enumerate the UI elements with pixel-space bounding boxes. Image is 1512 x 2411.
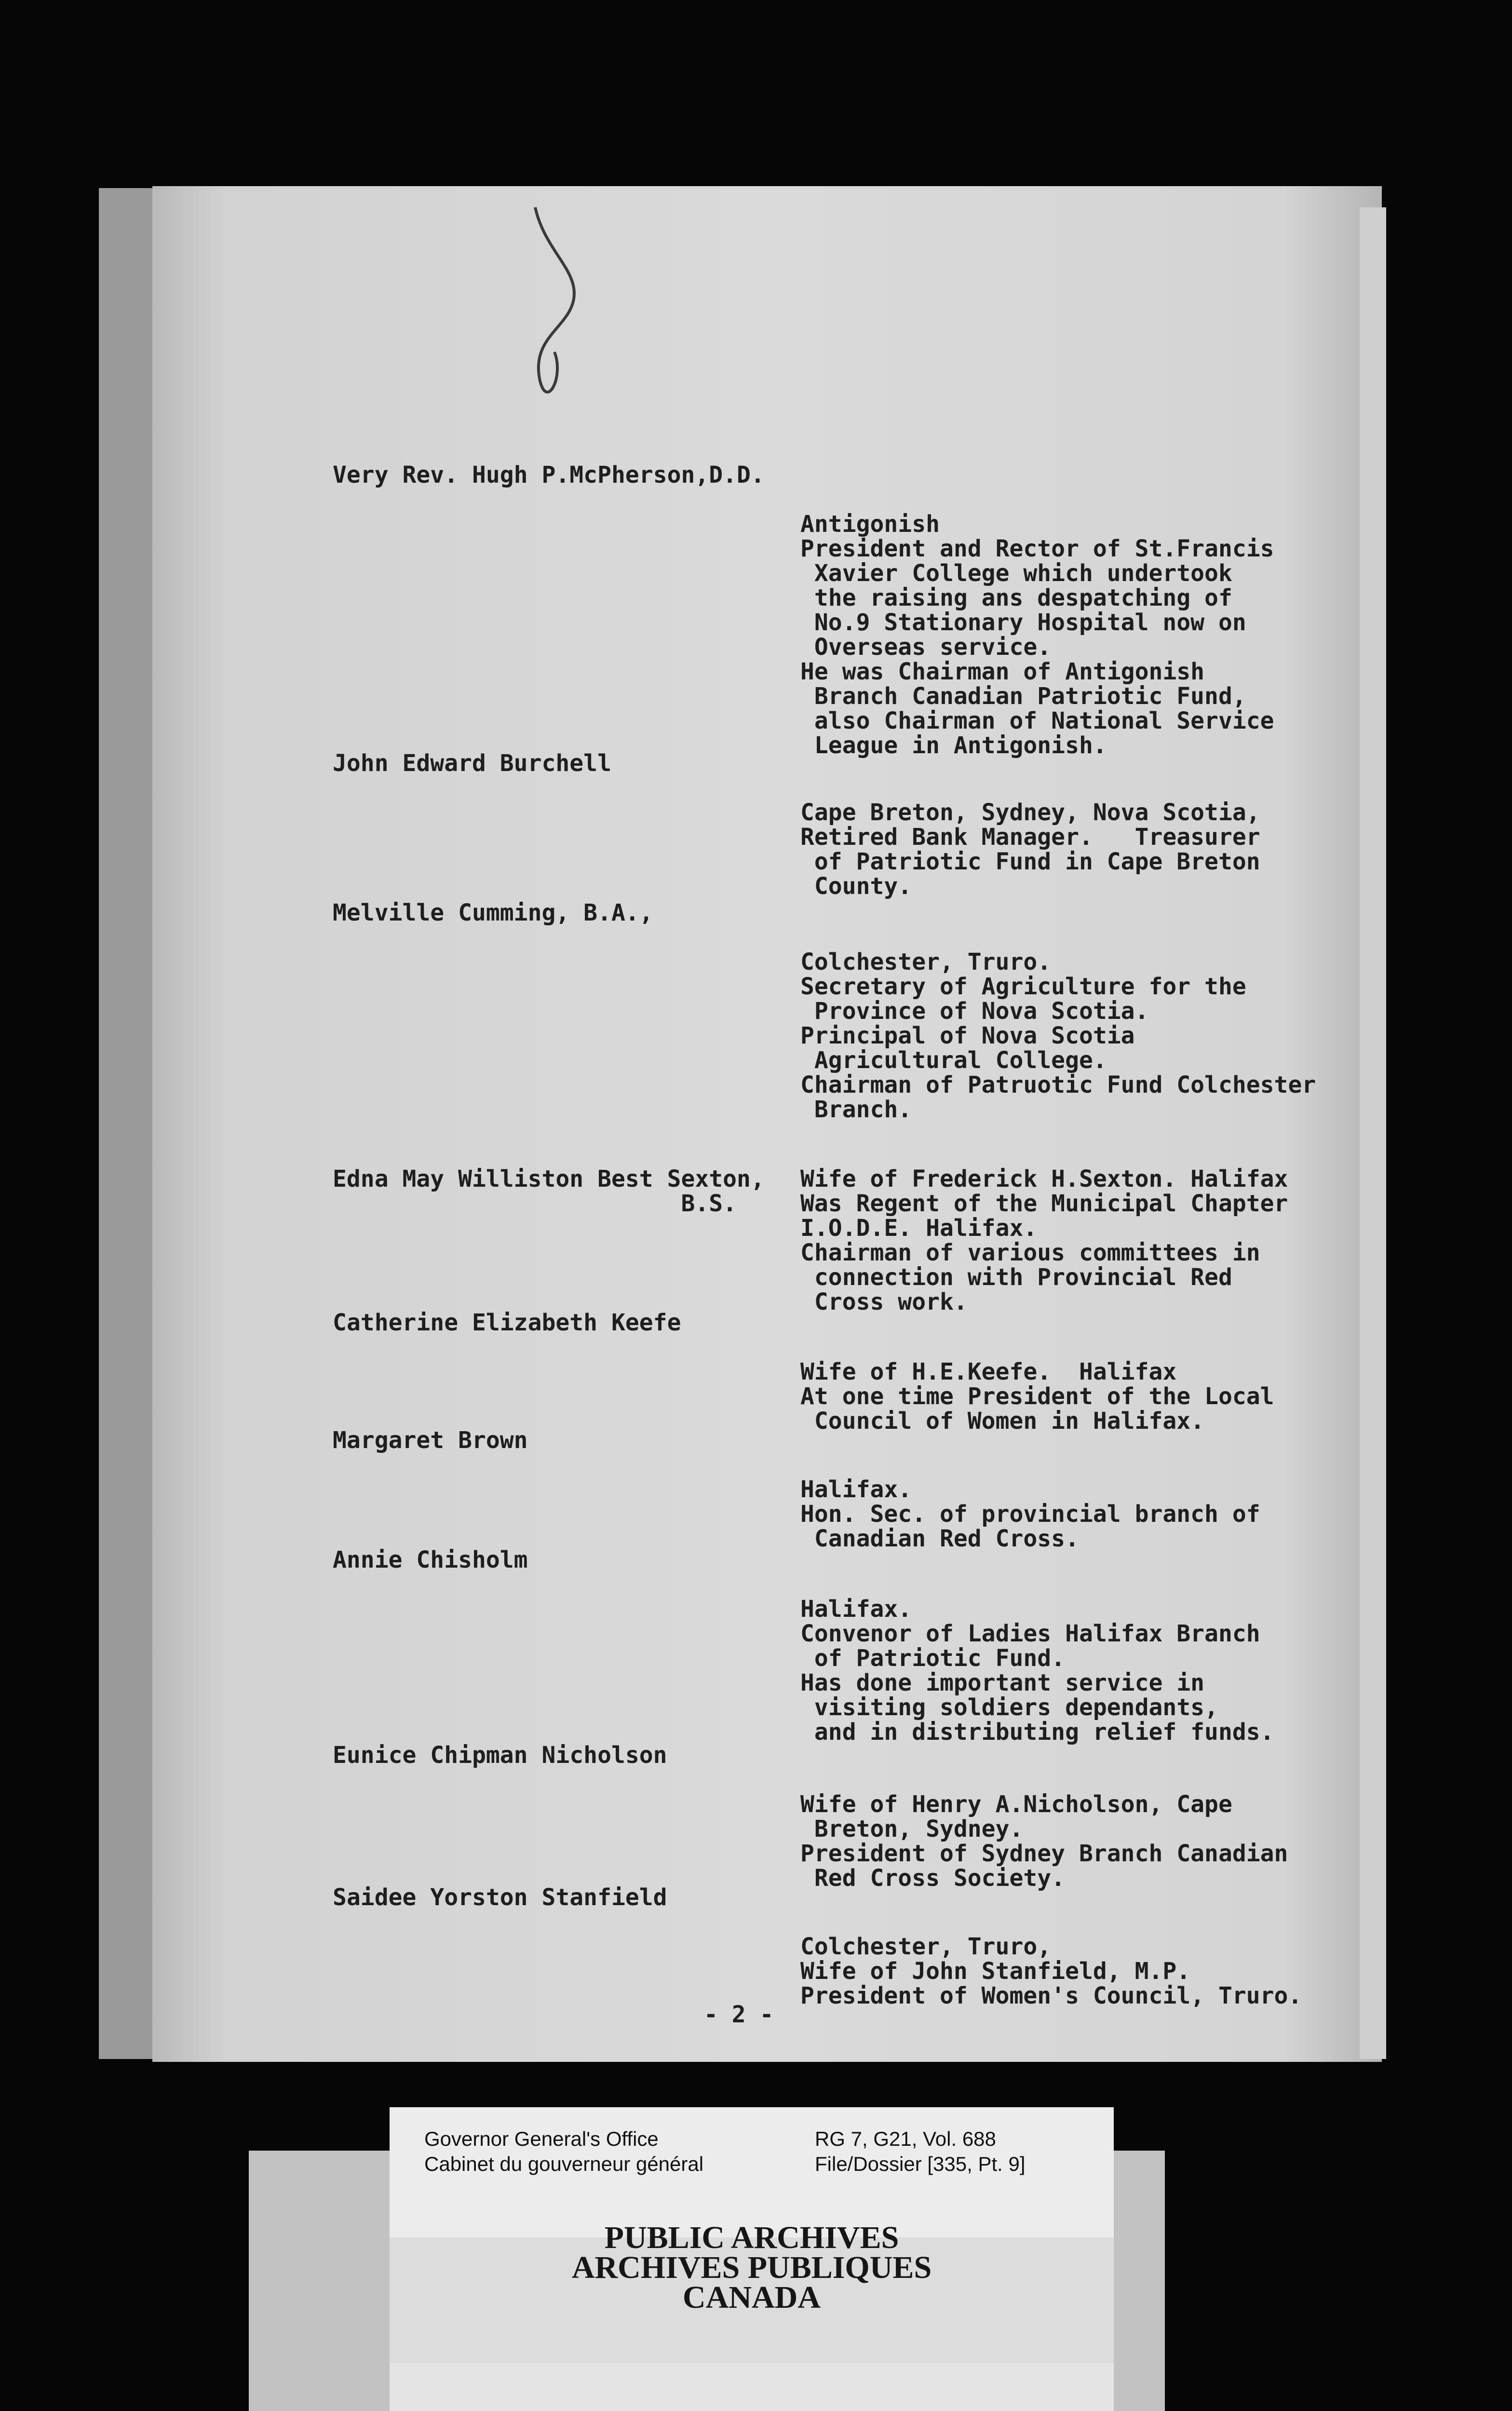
entry-description: Wife of H.E.Keefe. Halifax At one time President of the Local Council of Women in Halifax. (800, 1358, 1274, 1435)
entry-name: Annie Chisholm (333, 1546, 528, 1573)
archive-office: Governor General's Office Cabinet du gouverneur général (424, 2127, 704, 2175)
entry-description: Wife of Frederick H.Sexton. Halifax Was Regent of the Municipal Chapter I.O.D.E. Halifax. Chairman of various committees in connection with Provincial Red Cross work. (800, 1165, 1288, 1315)
archive-label (390, 2107, 1114, 2237)
entry-description: Wife of Henry A.Nicholson, Cape Breton, Sydney. President of Sydney Branch Canadian Red Cross Society. (800, 1791, 1288, 1892)
archive-reference: RG 7, G21, Vol. 688 File/Dossier [335, Pt. 9] (815, 2127, 1026, 2175)
entry-name: Catherine Elizabeth Keefe (333, 1309, 681, 1336)
entry-name: Eunice Chipman Nicholson (333, 1742, 667, 1769)
archives-stamp: PUBLIC ARCHIVES ARCHIVES PUBLIQUES CANADA (571, 2220, 932, 2315)
entry-name: Edna May Williston Best Sexton, B.S. (333, 1165, 765, 1217)
entry-name: Saidee Yorston Stanfield (333, 1884, 667, 1911)
entry-description: Halifax. Hon. Sec. of provincial branch of Canadian Red Cross. (800, 1476, 1260, 1552)
entry-description: Colchester, Truro. Secretary of Agriculture for the Province of Nova Scotia. Principal of Nova Scotia Agricultural College. Chairman of Patruotic Fund Colchester Branch. (800, 948, 1316, 1123)
entry-description: Colchester, Truro, Wife of John Stanfield, M.P. President of Women's Council, Truro. (800, 1933, 1302, 2009)
entry-name: John Edward Burchell (333, 750, 611, 777)
entry-name: Very Rev. Hugh P.McPherson,D.D. (333, 461, 765, 488)
entry-name: Melville Cumming, B.A., (333, 899, 653, 926)
archive-holder-foot (390, 2363, 1114, 2411)
page-number: - 2 - (704, 2001, 774, 2028)
entry-description: Cape Breton, Sydney, Nova Scotia, Retired Bank Manager. Treasurer of Patriotic Fund in Cape Breton County. (800, 799, 1260, 900)
entry-name: Margaret Brown (333, 1427, 528, 1454)
entry-description: Antigonish President and Rector of St.Francis Xavier College which undertook the raising ans despatching of No.9 Stationary Hospital now on Overseas service. He was Chairman of Antigonish Branch Canadian Patriotic Fund, also Chairman of National Service League in Antigonish. (800, 511, 1274, 759)
entry-description: Halifax. Convenor of Ladies Halifax Branch of Patriotic Fund. Has done important service in visiting soldiers dependants, and in distributing relief funds. (800, 1596, 1274, 1746)
